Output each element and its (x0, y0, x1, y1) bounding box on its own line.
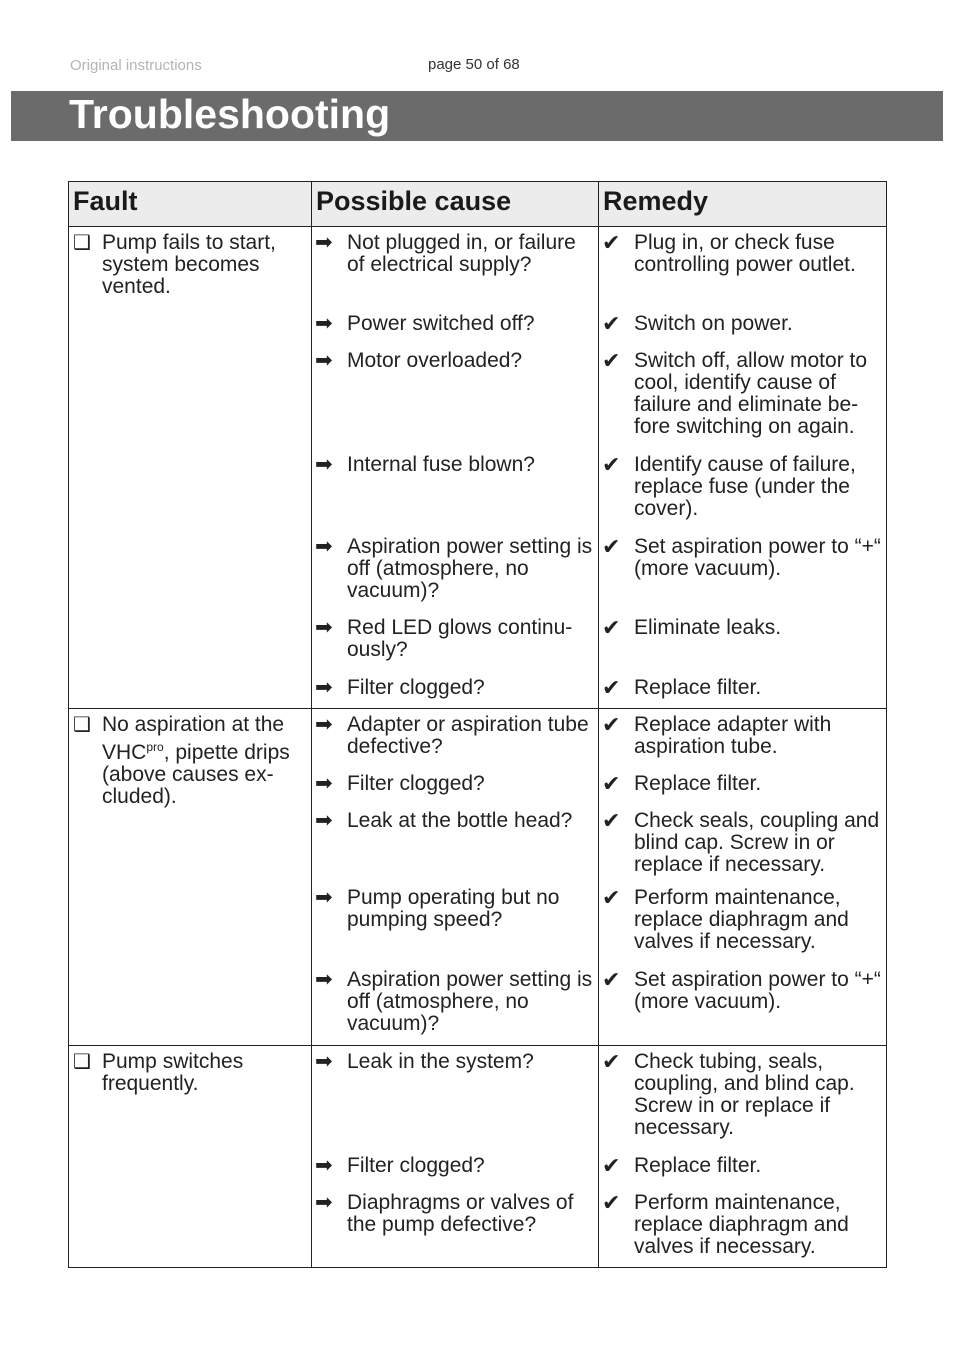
fault-text: Pump switches frequently. (102, 1050, 244, 1095)
cause-text: Power switched off? (347, 312, 535, 335)
remedy-text: Switch on power. (634, 312, 793, 335)
remedy-text: Replace adapter with aspiration tube. (634, 713, 832, 758)
arrow-right-icon: ➡ (315, 616, 333, 639)
checkmark-icon: ✔ (602, 452, 621, 477)
arrow-right-icon: ➡ (315, 1191, 333, 1214)
arrow-right-icon: ➡ (315, 231, 333, 254)
remedy-cell (599, 709, 887, 1046)
checkmark-icon: ✔ (602, 534, 621, 559)
remedy-text: Check seals, coupling and blind cap. Screw in or replace if necessary. (634, 809, 880, 876)
checkbox-icon: ❑ (73, 1051, 91, 1073)
cause-text: Internal fuse blown? (347, 453, 535, 476)
checkmark-icon: ✔ (602, 967, 621, 992)
cause-text: Filter clogged? (347, 772, 485, 795)
remedy-text: Set aspiration power to “+“ (more vacuum). (634, 968, 881, 1013)
checkmark-icon: ✔ (602, 712, 621, 737)
cause-cell (312, 709, 599, 1046)
remedy-text: Set aspiration power to “+“ (more vacuum). (634, 535, 881, 580)
cause-cell (312, 227, 599, 709)
column-header-cause: Possible cause (312, 182, 599, 227)
fault-cell (69, 709, 312, 1046)
arrow-right-icon: ➡ (315, 535, 333, 558)
cause-text: Leak in the system? (347, 1050, 534, 1073)
checkmark-icon: ✔ (602, 1153, 621, 1178)
cause-text: Leak at the bottle head? (347, 809, 573, 832)
arrow-right-icon: ➡ (315, 968, 333, 991)
arrow-right-icon: ➡ (315, 453, 333, 476)
remedy-text: Perform maintenance, replace diaphragm and valves if necessary. (634, 886, 849, 953)
arrow-right-icon: ➡ (315, 1050, 333, 1073)
arrow-right-icon: ➡ (315, 809, 333, 832)
cause-text: Motor overloaded? (347, 349, 523, 372)
checkmark-icon: ✔ (602, 348, 621, 373)
column-header-fault: Fault (69, 182, 312, 227)
fault-text: No aspiration at the $VHC^{pro}$, pipette drips (above causes ex-cluded). (102, 713, 290, 808)
remedy-text: Replace filter. (634, 1154, 762, 1177)
fault-text: Pump fails to start, system becomes vented. (102, 231, 276, 298)
page-number: page 50 of 68 (428, 56, 520, 73)
cause-cell (312, 1046, 599, 1268)
remedy-text: Check tubing, seals, coupling, and blind cap. Screw in or replace if necessary. (634, 1050, 855, 1139)
fault-cell (69, 227, 312, 709)
table-row (69, 1046, 887, 1268)
cause-text: Red LED glows continu-ously? (347, 616, 573, 661)
arrow-right-icon: ➡ (315, 676, 333, 699)
document-label: Original instructions (70, 57, 202, 74)
troubleshooting-table (68, 181, 887, 1268)
title-banner (11, 91, 943, 141)
remedy-text: Switch off, allow motor to cool, identify cause of failure and eliminate be-fore switching on again. (634, 349, 868, 438)
checkmark-icon: ✔ (602, 615, 621, 640)
remedy-text: Replace filter. (634, 772, 762, 795)
checkmark-icon: ✔ (602, 311, 621, 336)
cause-text: Filter clogged? (347, 676, 485, 699)
arrow-right-icon: ➡ (315, 886, 333, 909)
page-title: Troubleshooting (69, 91, 391, 137)
remedy-cell (599, 227, 887, 709)
checkbox-icon: ❑ (73, 714, 91, 736)
cause-text: Pump operating but no pumping speed? (347, 886, 560, 931)
table-row (69, 227, 887, 709)
arrow-right-icon: ➡ (315, 713, 333, 736)
checkmark-icon: ✔ (602, 771, 621, 796)
column-header-remedy: Remedy (599, 182, 887, 227)
table-header-row (69, 182, 887, 227)
arrow-right-icon: ➡ (315, 772, 333, 795)
cause-text: Aspiration power setting is off (atmosphere, no vacuum)? (347, 535, 593, 602)
arrow-right-icon: ➡ (315, 349, 333, 372)
remedy-text: Perform maintenance, replace diaphragm and valves if necessary. (634, 1191, 849, 1258)
checkmark-icon: ✔ (602, 675, 621, 700)
cause-text: Filter clogged? (347, 1154, 485, 1177)
checkmark-icon: ✔ (602, 230, 621, 255)
checkmark-icon: ✔ (602, 885, 621, 910)
arrow-right-icon: ➡ (315, 1154, 333, 1177)
remedy-text: Identify cause of failure, replace fuse (under the cover). (634, 453, 856, 520)
remedy-cell (599, 1046, 887, 1268)
cause-text: Aspiration power setting is off (atmosphere, no vacuum)? (347, 968, 593, 1035)
remedy-text: Replace filter. (634, 676, 762, 699)
arrow-right-icon: ➡ (315, 312, 333, 335)
table-row (69, 709, 887, 1046)
cause-text: Diaphragms or valves of the pump defective? (347, 1191, 574, 1236)
remedy-text: Plug in, or check fuse controlling power outlet. (634, 231, 856, 276)
checkmark-icon: ✔ (602, 1049, 621, 1074)
cause-text: Not plugged in, or failure of electrical supply? (347, 231, 576, 276)
remedy-text: Eliminate leaks. (634, 616, 782, 639)
cause-text: Adapter or aspiration tube defective? (347, 713, 589, 758)
fault-cell (69, 1046, 312, 1268)
checkmark-icon: ✔ (602, 808, 621, 833)
checkbox-icon: ❑ (73, 232, 91, 254)
checkmark-icon: ✔ (602, 1190, 621, 1215)
